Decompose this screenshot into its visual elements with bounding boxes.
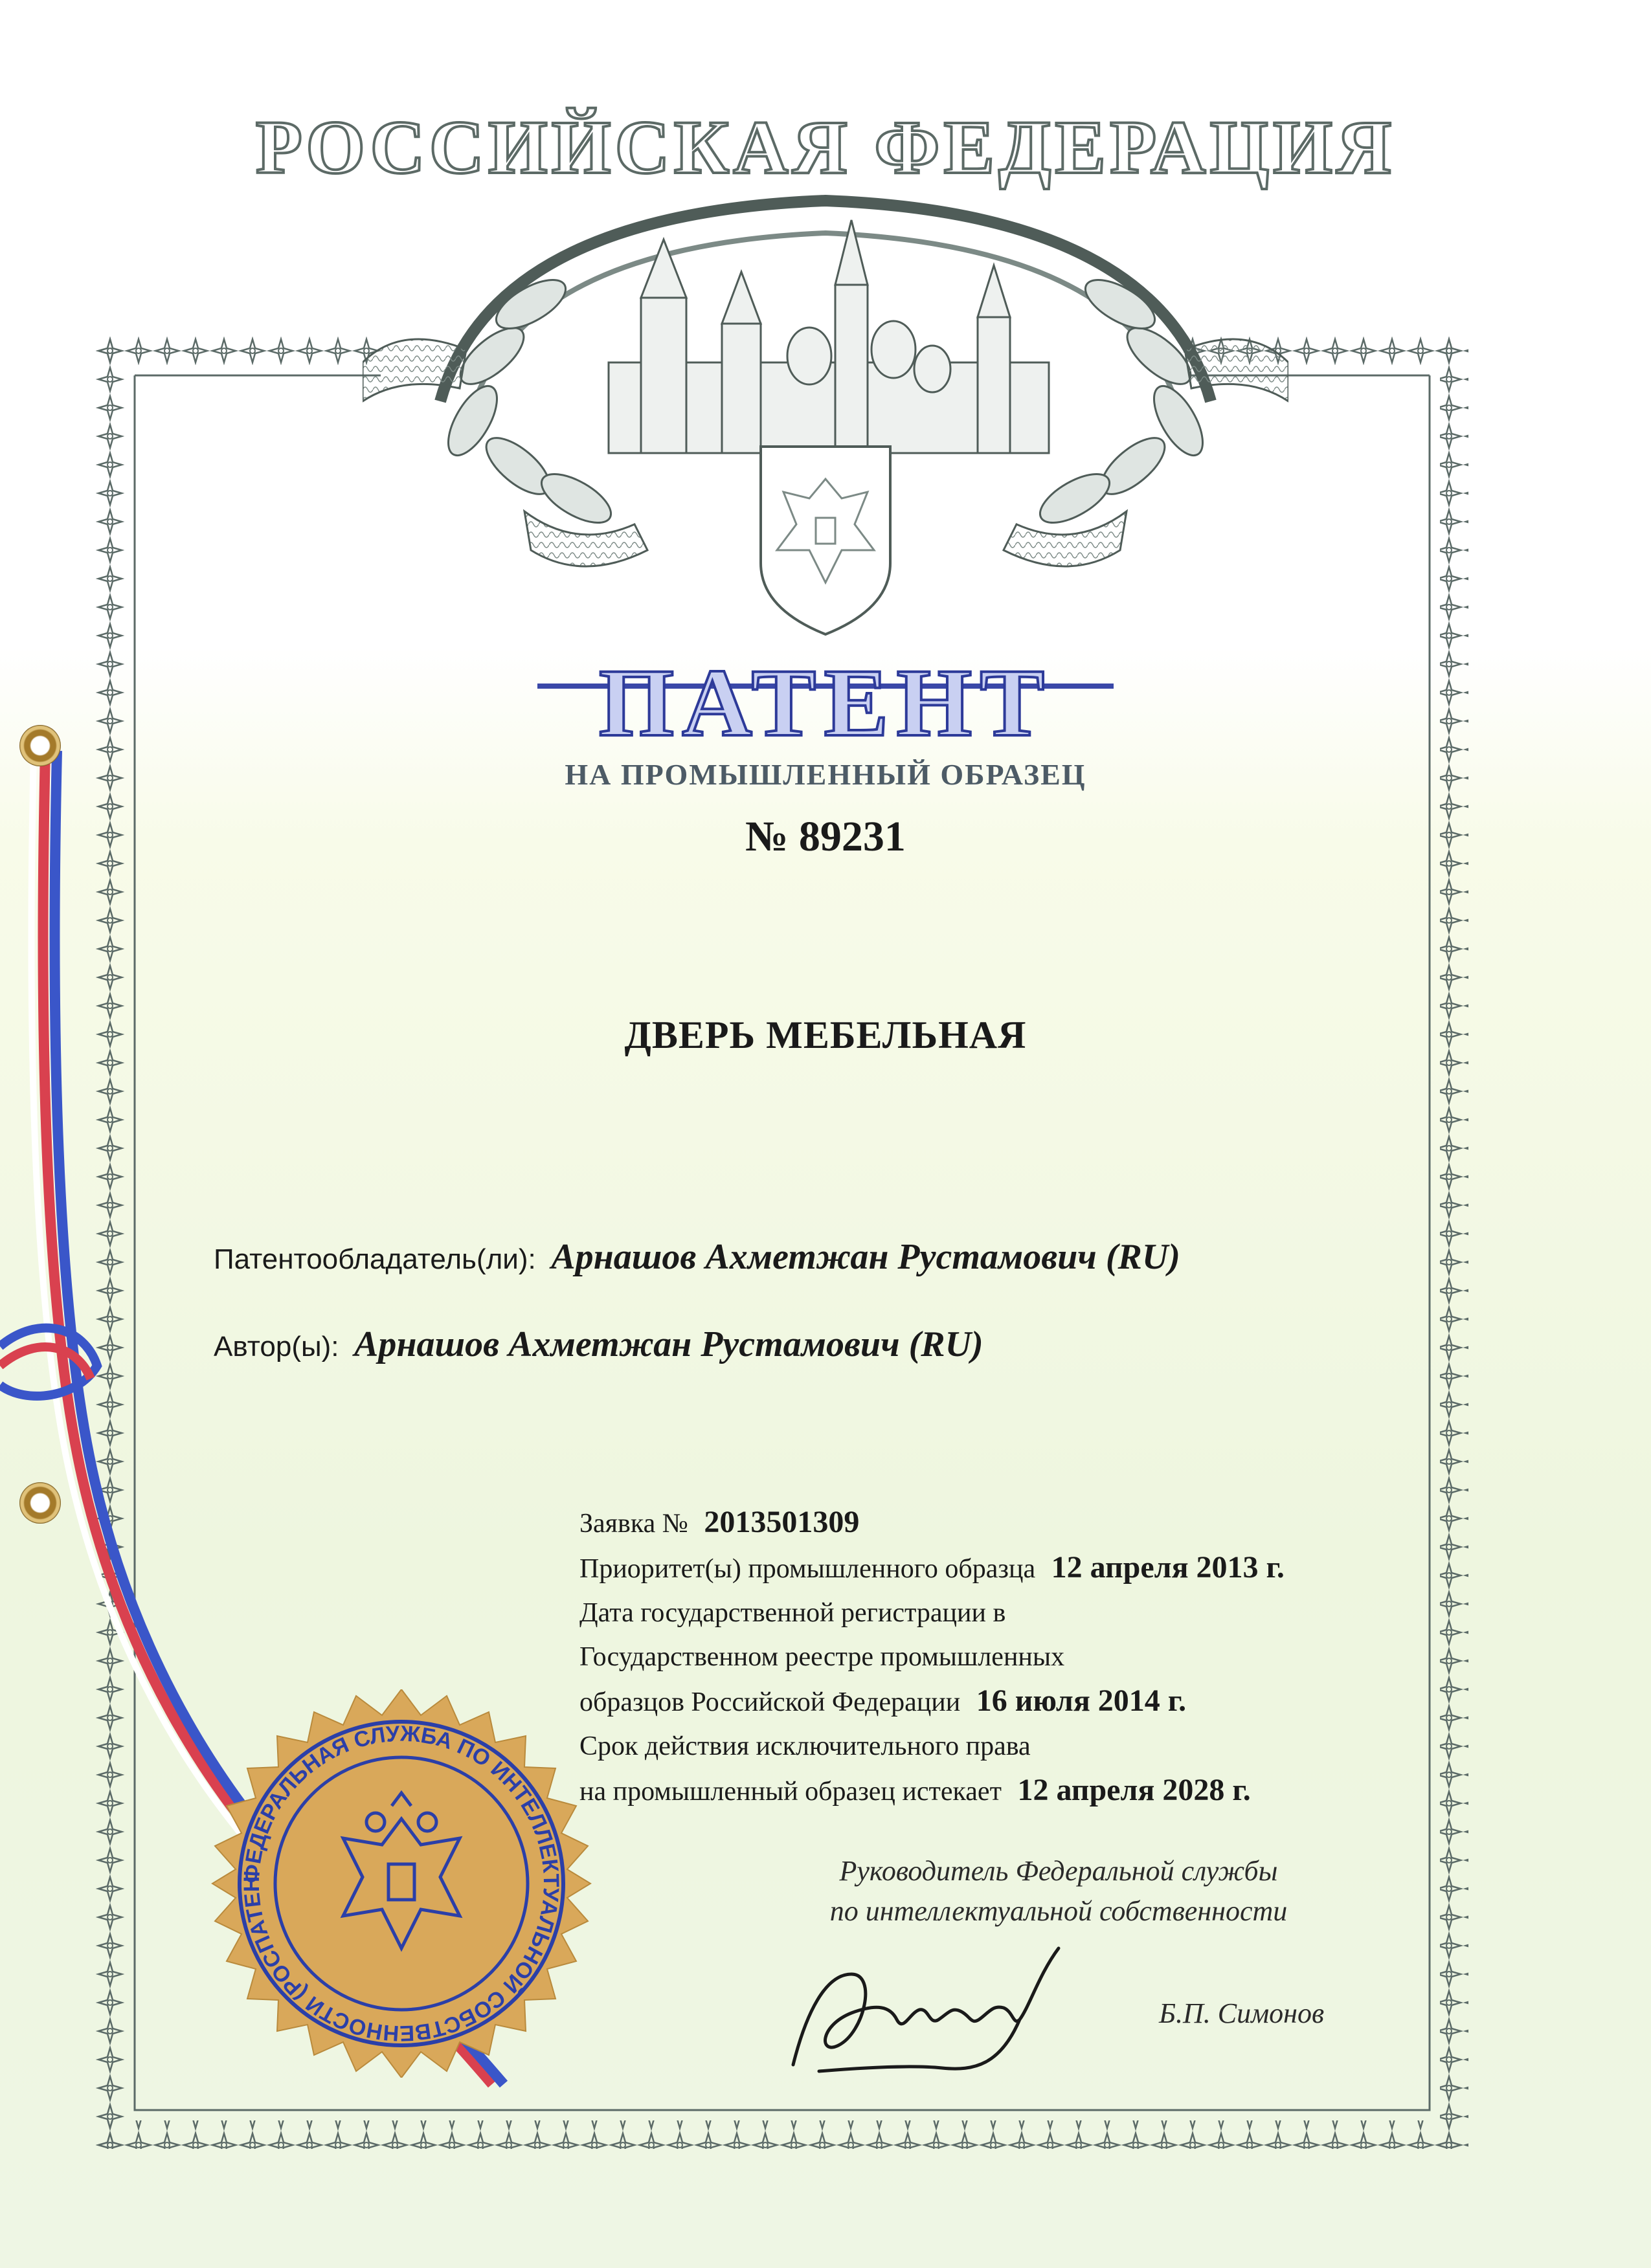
patent-number-value: 89231: [798, 813, 906, 860]
country-heading: РОССИЙСКАЯ ФЕДЕРАЦИЯ: [255, 105, 1396, 190]
authors-label: Автор(ы):: [214, 1331, 339, 1362]
svg-text:ФЕДЕРАЛЬНАЯ СЛУЖБА ПО ИНТЕЛЛЕК: ФЕДЕРАЛЬНАЯ СЛУЖБА ПО ИНТЕЛЛЕКТУАЛЬНОЙ СОБСТВЕННОСТИ (РОСПАТЕН: [239, 1721, 564, 2046]
handwritten-signature: [780, 1935, 1091, 2084]
holders-label: Патентообладатель(ли):: [214, 1243, 536, 1275]
signatory-position-line-2: по интеллектуальной собственности: [829, 1895, 1288, 1927]
priority-row: [579, 1546, 1421, 1591]
signatory-name: Б.П. Симонов: [1159, 1997, 1325, 2029]
signatory-position: [767, 1851, 1350, 1931]
term-line-1: Срок действия исключительного права: [579, 1731, 1031, 1761]
application-number-value: 2013501309: [704, 1505, 860, 1539]
grommet-top: [19, 725, 61, 766]
patent-number-prefix: №: [745, 813, 789, 860]
registration-line-1: Дата государственной регистрации в: [579, 1598, 1006, 1628]
term-label-2: на промышленный образец истекает: [579, 1777, 1002, 1807]
grommet-bottom: [19, 1482, 61, 1524]
registration-row: [579, 1679, 1421, 1724]
application-number-row: [579, 1500, 1421, 1546]
application-details: [579, 1500, 1421, 1814]
authors-value: Арнашов Ахметжан Рустамович (RU): [354, 1324, 983, 1364]
registration-label-3: образцов Российской Федерации: [579, 1687, 961, 1717]
design-title: ДВЕРЬ МЕБЕЛЬНАЯ: [624, 1014, 1027, 1056]
official-seal: [207, 1689, 596, 2078]
registration-line-2: Государственном реестре промышленных: [579, 1642, 1065, 1672]
kremlin-emblem: [363, 188, 1288, 641]
term-row: [579, 1768, 1421, 1814]
holders-value: Арнашов Ахметжан Рустамович (RU): [551, 1237, 1180, 1277]
patent-subtitle: НА ПРОМЫШЛЕННЫЙ ОБРАЗЕЦ: [565, 758, 1086, 791]
signatory-position-line-1: Руководитель Федеральной службы: [839, 1855, 1278, 1887]
priority-label: Приоритет(ы) промышленного образца: [579, 1554, 1036, 1584]
registration-value: 16 июля 2014 г.: [976, 1684, 1187, 1718]
term-value: 12 апреля 2028 г.: [1017, 1773, 1251, 1807]
priority-value: 12 апреля 2013 г.: [1051, 1550, 1285, 1584]
patent-heading: ПАТЕНТ: [598, 649, 1053, 757]
application-number-label: Заявка №: [579, 1509, 688, 1539]
